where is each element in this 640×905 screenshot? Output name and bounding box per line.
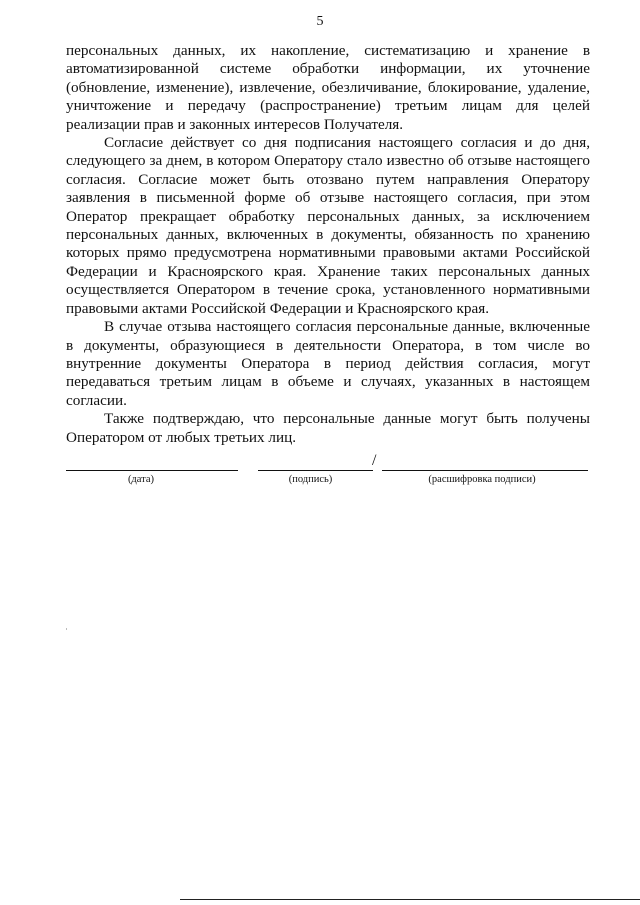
signature-caption: (подпись) [288,474,333,485]
paragraph-consent-withdrawal: В случае отзыва настоящего согласия персональные данные, включенные в документы, образующиеся в деятельности Оператора, в том числе во внутренние документы Оператора в период действия согласия, могут передаваться третьим лицам в объеме и случаях, указанных в настоящем согласии. [66,318,590,409]
paragraph-consent-validity: Согласие действует со дня подписания настоящего согласия и до дня, следующего за днем, в котором Оператору стало известно об отзыве настоящего согласия. Согласие может быть отозвано путем направления Оператору заявления в письменной форме об отзыве настоящего согласия, при этом Оператор прекращает обработку персональных данных, за исключением персональных данных, включенных в документы, обязанность по хранению которых прямо предусмотрена нормативными правовыми актами Российской Федерации и Красноярского края. Хранение таких персональных данных осуществляется Оператором в течение срока, установленного нормативными правовыми актами Российской Федерации и Красноярского края. [66,134,590,317]
signature-decoding-line[interactable] [382,470,588,471]
signature-decoding-caption: (расшифровка подписи) [428,474,536,485]
paragraph-third-party-confirmation: Также подтверждаю, что персональные данные могут быть получены Оператором от любых третьих лиц. [66,410,590,446]
scan-artifact [66,628,67,630]
paragraph-processing-purposes: персональных данных, их накопление, систематизацию и хранение в автоматизированной системе обработки информации, их уточнение (обновление, изменение), извлечение, обезличивание, блокирование, удаление, уничтожение и передачу (распространение) третьим лицам для целей реализации прав и законных интересов Получателя. [66,42,590,133]
signature-line[interactable] [258,470,373,471]
page-number: 5 [316,14,324,29]
document-body [66,42,590,447]
signature-separator: / [372,452,377,469]
date-line[interactable] [66,470,238,471]
signature-block [66,452,590,498]
date-caption: (дата) [127,474,155,485]
bottom-edge-rule [180,899,640,900]
